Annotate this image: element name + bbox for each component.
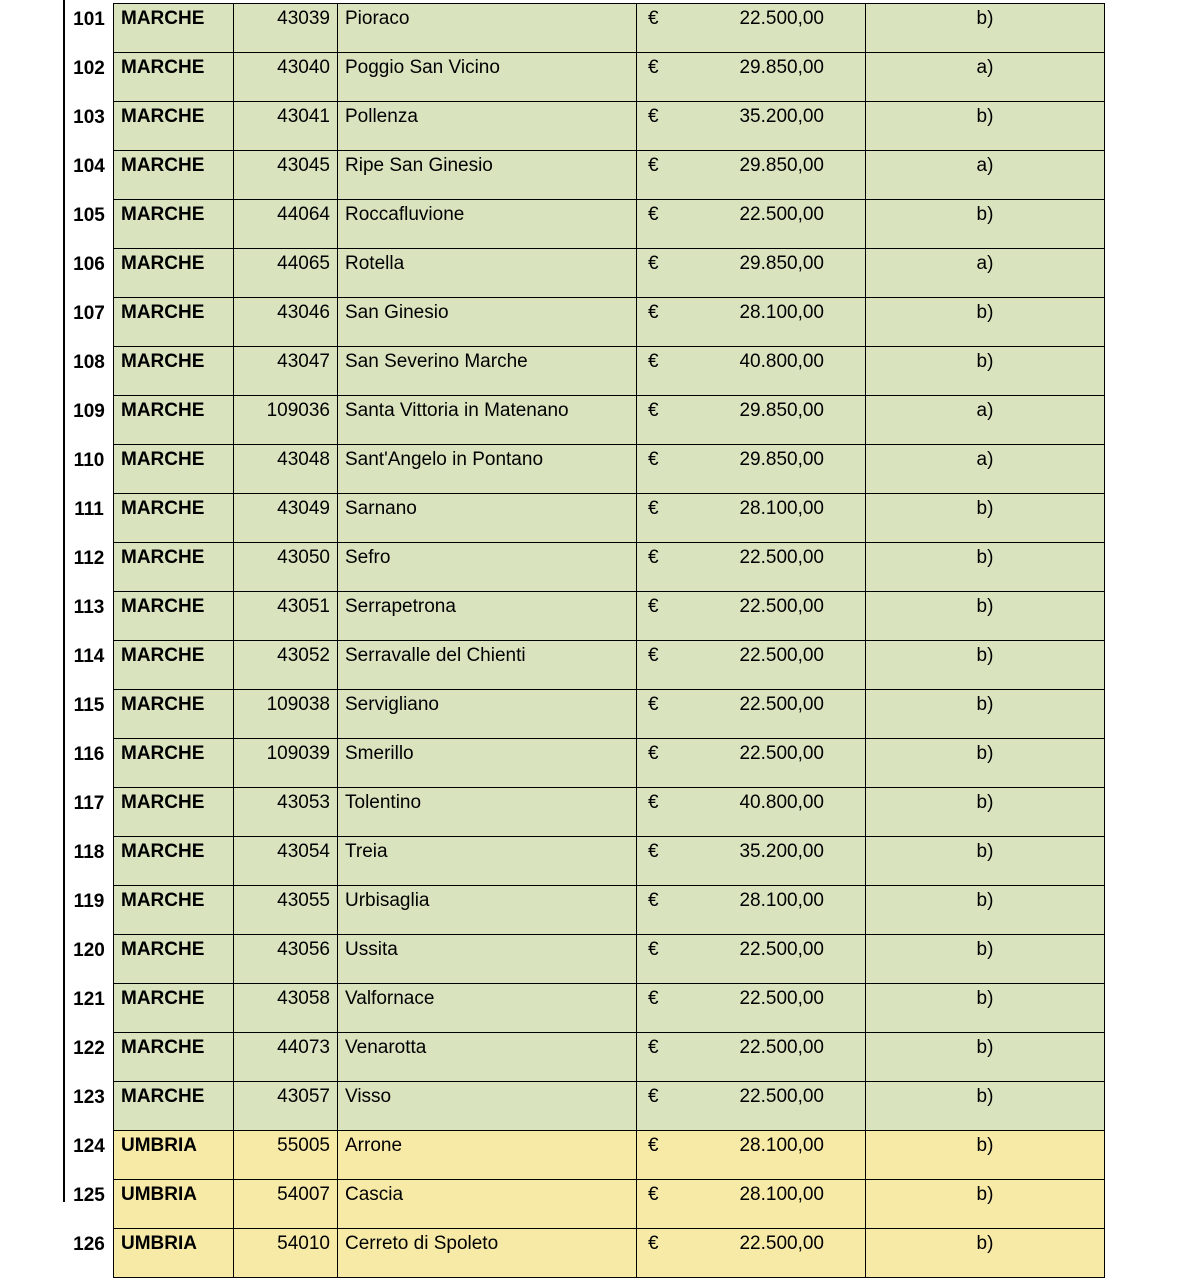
municipality-name-cell: Poggio San Vicino [338, 53, 637, 102]
municipality-name-cell: Cerreto di Spoleto [338, 1229, 637, 1278]
amount-value: 28.100,00 [739, 890, 824, 911]
amount-cell [637, 788, 866, 837]
municipality-name-cell: Pollenza [338, 102, 637, 151]
amount-cell [637, 249, 866, 298]
municipality-name-cell: San Severino Marche [338, 347, 637, 396]
region-cell: MARCHE [114, 690, 234, 739]
row-number: 120 [65, 935, 114, 984]
amount-cell [637, 690, 866, 739]
amount-cell [637, 298, 866, 347]
category-cell: b) [866, 4, 1105, 53]
currency-symbol: € [648, 106, 659, 127]
category-cell: a) [866, 151, 1105, 200]
region-cell: MARCHE [114, 151, 234, 200]
amount-cell [637, 1082, 866, 1131]
amount-value: 22.500,00 [739, 1233, 824, 1254]
region-cell: MARCHE [114, 1033, 234, 1082]
currency-symbol: € [648, 1233, 659, 1254]
region-cell: MARCHE [114, 494, 234, 543]
region-cell: MARCHE [114, 641, 234, 690]
amount-value: 22.500,00 [739, 596, 824, 617]
currency-symbol: € [648, 792, 659, 813]
istat-code-cell: 43048 [234, 445, 338, 494]
istat-code-cell: 43051 [234, 592, 338, 641]
region-cell: MARCHE [114, 543, 234, 592]
currency-symbol: € [648, 939, 659, 960]
category-cell: b) [866, 1033, 1105, 1082]
row-number: 102 [65, 53, 114, 102]
category-cell: b) [866, 837, 1105, 886]
region-cell: MARCHE [114, 984, 234, 1033]
row-number: 114 [65, 641, 114, 690]
municipality-name-cell: Pioraco [338, 4, 637, 53]
amount-cell [637, 396, 866, 445]
amount-value: 29.850,00 [739, 400, 824, 421]
region-cell: MARCHE [114, 445, 234, 494]
row-number: 112 [65, 543, 114, 592]
amount-cell [637, 1131, 866, 1180]
istat-code-cell: 109039 [234, 739, 338, 788]
region-cell: MARCHE [114, 788, 234, 837]
region-cell: MARCHE [114, 347, 234, 396]
row-number: 105 [65, 200, 114, 249]
currency-symbol: € [648, 449, 659, 470]
istat-code-cell: 44073 [234, 1033, 338, 1082]
istat-code-cell: 43045 [234, 151, 338, 200]
row-number: 123 [65, 1082, 114, 1131]
table-row [65, 1082, 1105, 1131]
region-cell: UMBRIA [114, 1229, 234, 1278]
municipality-name-cell: Venarotta [338, 1033, 637, 1082]
municipality-name-cell: Tolentino [338, 788, 637, 837]
amount-value: 28.100,00 [739, 1135, 824, 1156]
amount-value: 22.500,00 [739, 204, 824, 225]
category-cell: a) [866, 53, 1105, 102]
istat-code-cell: 43041 [234, 102, 338, 151]
row-number: 113 [65, 592, 114, 641]
table-row [65, 984, 1105, 1033]
row-number: 119 [65, 886, 114, 935]
row-number: 110 [65, 445, 114, 494]
currency-symbol: € [648, 351, 659, 372]
row-number: 107 [65, 298, 114, 347]
region-cell: MARCHE [114, 739, 234, 788]
currency-symbol: € [648, 302, 659, 323]
row-number: 117 [65, 788, 114, 837]
region-cell: MARCHE [114, 53, 234, 102]
amount-cell [637, 641, 866, 690]
amount-value: 40.800,00 [739, 351, 824, 372]
currency-symbol: € [648, 743, 659, 764]
currency-symbol: € [648, 8, 659, 29]
currency-symbol: € [648, 1037, 659, 1058]
category-cell: b) [866, 1229, 1105, 1278]
amount-value: 29.850,00 [739, 155, 824, 176]
row-number: 116 [65, 739, 114, 788]
istat-code-cell: 43056 [234, 935, 338, 984]
istat-code-cell: 43058 [234, 984, 338, 1033]
municipality-name-cell: Roccafluvione [338, 200, 637, 249]
istat-code-cell: 109036 [234, 396, 338, 445]
amount-value: 22.500,00 [739, 547, 824, 568]
amount-cell [637, 739, 866, 788]
istat-code-cell: 55005 [234, 1131, 338, 1180]
row-number: 109 [65, 396, 114, 445]
municipality-name-cell: Treia [338, 837, 637, 886]
amount-value: 22.500,00 [739, 1086, 824, 1107]
istat-code-cell: 44064 [234, 200, 338, 249]
table-row [65, 445, 1105, 494]
amount-value: 29.850,00 [739, 253, 824, 274]
istat-code-cell: 43049 [234, 494, 338, 543]
table-row [65, 53, 1105, 102]
currency-symbol: € [648, 1135, 659, 1156]
istat-code-cell: 43054 [234, 837, 338, 886]
currency-symbol: € [648, 57, 659, 78]
municipality-name-cell: Sarnano [338, 494, 637, 543]
currency-symbol: € [648, 645, 659, 666]
amount-cell [637, 494, 866, 543]
table-row [65, 396, 1105, 445]
table-row [65, 592, 1105, 641]
row-number: 125 [65, 1180, 114, 1229]
category-cell: b) [866, 1131, 1105, 1180]
amount-cell [637, 1180, 866, 1229]
table-row [65, 249, 1105, 298]
category-cell: b) [866, 984, 1105, 1033]
region-cell: MARCHE [114, 102, 234, 151]
row-number: 104 [65, 151, 114, 200]
table-row [65, 200, 1105, 249]
amount-value: 22.500,00 [739, 939, 824, 960]
category-cell: a) [866, 396, 1105, 445]
table-row [65, 1229, 1105, 1278]
istat-code-cell: 44065 [234, 249, 338, 298]
amount-value: 35.200,00 [739, 841, 824, 862]
row-number: 103 [65, 102, 114, 151]
istat-code-cell: 54007 [234, 1180, 338, 1229]
category-cell: b) [866, 298, 1105, 347]
row-number: 124 [65, 1131, 114, 1180]
currency-symbol: € [648, 841, 659, 862]
municipality-name-cell: San Ginesio [338, 298, 637, 347]
region-cell: MARCHE [114, 837, 234, 886]
istat-code-cell: 43057 [234, 1082, 338, 1131]
region-cell: UMBRIA [114, 1131, 234, 1180]
category-cell: b) [866, 494, 1105, 543]
amount-value: 29.850,00 [739, 449, 824, 470]
currency-symbol: € [648, 890, 659, 911]
amount-cell [637, 200, 866, 249]
municipality-name-cell: Arrone [338, 1131, 637, 1180]
region-cell: MARCHE [114, 886, 234, 935]
istat-code-cell: 43050 [234, 543, 338, 592]
category-cell: b) [866, 347, 1105, 396]
category-cell: b) [866, 1180, 1105, 1229]
municipality-name-cell: Urbisaglia [338, 886, 637, 935]
istat-code-cell: 43039 [234, 4, 338, 53]
table-row [65, 347, 1105, 396]
region-cell: MARCHE [114, 592, 234, 641]
table-row [65, 641, 1105, 690]
category-cell: a) [866, 445, 1105, 494]
amount-cell [637, 935, 866, 984]
municipality-name-cell: Smerillo [338, 739, 637, 788]
category-cell: b) [866, 1082, 1105, 1131]
category-cell: b) [866, 788, 1105, 837]
amount-cell [637, 151, 866, 200]
amount-value: 22.500,00 [739, 1037, 824, 1058]
table-body [65, 4, 1105, 1278]
table-row [65, 102, 1105, 151]
municipality-name-cell: Servigliano [338, 690, 637, 739]
amount-cell [637, 592, 866, 641]
amount-value: 40.800,00 [739, 792, 824, 813]
municipality-name-cell: Santa Vittoria in Matenano [338, 396, 637, 445]
row-number: 121 [65, 984, 114, 1033]
region-cell: MARCHE [114, 396, 234, 445]
istat-code-cell: 43055 [234, 886, 338, 935]
table-row [65, 1180, 1105, 1229]
istat-code-cell: 43052 [234, 641, 338, 690]
municipality-name-cell: Rotella [338, 249, 637, 298]
amount-cell [637, 1033, 866, 1082]
currency-symbol: € [648, 694, 659, 715]
table-row [65, 494, 1105, 543]
currency-symbol: € [648, 547, 659, 568]
table-row [65, 543, 1105, 592]
amount-value: 22.500,00 [739, 645, 824, 666]
region-cell: MARCHE [114, 298, 234, 347]
category-cell: b) [866, 690, 1105, 739]
category-cell: b) [866, 886, 1105, 935]
amount-value: 22.500,00 [739, 988, 824, 1009]
amount-value: 22.500,00 [739, 694, 824, 715]
category-cell: b) [866, 739, 1105, 788]
amount-value: 22.500,00 [739, 743, 824, 764]
row-number: 118 [65, 837, 114, 886]
amount-cell [637, 837, 866, 886]
table-row [65, 935, 1105, 984]
istat-code-cell: 43047 [234, 347, 338, 396]
currency-symbol: € [648, 596, 659, 617]
category-cell: b) [866, 935, 1105, 984]
currency-symbol: € [648, 988, 659, 1009]
category-cell: b) [866, 592, 1105, 641]
amount-cell [637, 102, 866, 151]
currency-symbol: € [648, 1086, 659, 1107]
region-cell: MARCHE [114, 200, 234, 249]
municipality-name-cell: Sant'Angelo in Pontano [338, 445, 637, 494]
currency-symbol: € [648, 204, 659, 225]
table-row [65, 837, 1105, 886]
table-row [65, 690, 1105, 739]
row-number: 126 [65, 1229, 114, 1278]
region-cell: MARCHE [114, 1082, 234, 1131]
istat-code-cell: 43053 [234, 788, 338, 837]
amount-cell [637, 445, 866, 494]
amount-cell [637, 984, 866, 1033]
region-cell: MARCHE [114, 4, 234, 53]
table-row [65, 739, 1105, 788]
table-row [65, 886, 1105, 935]
row-number: 111 [65, 494, 114, 543]
category-cell: b) [866, 102, 1105, 151]
currency-symbol: € [648, 400, 659, 421]
municipality-table [65, 3, 1105, 1278]
row-number: 101 [65, 4, 114, 53]
table-row [65, 298, 1105, 347]
municipality-name-cell: Serrapetrona [338, 592, 637, 641]
region-cell: UMBRIA [114, 1180, 234, 1229]
category-cell: a) [866, 249, 1105, 298]
amount-cell [637, 886, 866, 935]
municipality-name-cell: Cascia [338, 1180, 637, 1229]
municipality-name-cell: Ussita [338, 935, 637, 984]
amount-cell [637, 4, 866, 53]
amount-cell [637, 53, 866, 102]
amount-value: 28.100,00 [739, 1184, 824, 1205]
amount-value: 22.500,00 [739, 8, 824, 29]
istat-code-cell: 54010 [234, 1229, 338, 1278]
amount-cell [637, 543, 866, 592]
municipality-name-cell: Sefro [338, 543, 637, 592]
istat-code-cell: 43046 [234, 298, 338, 347]
municipality-name-cell: Ripe San Ginesio [338, 151, 637, 200]
row-number: 108 [65, 347, 114, 396]
row-number: 122 [65, 1033, 114, 1082]
amount-value: 28.100,00 [739, 302, 824, 323]
amount-cell [637, 347, 866, 396]
table-row [65, 1131, 1105, 1180]
row-number: 106 [65, 249, 114, 298]
currency-symbol: € [648, 1184, 659, 1205]
amount-value: 29.850,00 [739, 57, 824, 78]
currency-symbol: € [648, 498, 659, 519]
table-row [65, 151, 1105, 200]
table-row [65, 788, 1105, 837]
municipality-name-cell: Serravalle del Chienti [338, 641, 637, 690]
currency-symbol: € [648, 253, 659, 274]
amount-cell [637, 1229, 866, 1278]
region-cell: MARCHE [114, 249, 234, 298]
category-cell: b) [866, 543, 1105, 592]
table-row [65, 4, 1105, 53]
row-number: 115 [65, 690, 114, 739]
category-cell: b) [866, 200, 1105, 249]
municipality-name-cell: Valfornace [338, 984, 637, 1033]
istat-code-cell: 109038 [234, 690, 338, 739]
municipality-name-cell: Visso [338, 1082, 637, 1131]
region-cell: MARCHE [114, 935, 234, 984]
amount-value: 35.200,00 [739, 106, 824, 127]
amount-value: 28.100,00 [739, 498, 824, 519]
istat-code-cell: 43040 [234, 53, 338, 102]
table-row [65, 1033, 1105, 1082]
category-cell: b) [866, 641, 1105, 690]
currency-symbol: € [648, 155, 659, 176]
